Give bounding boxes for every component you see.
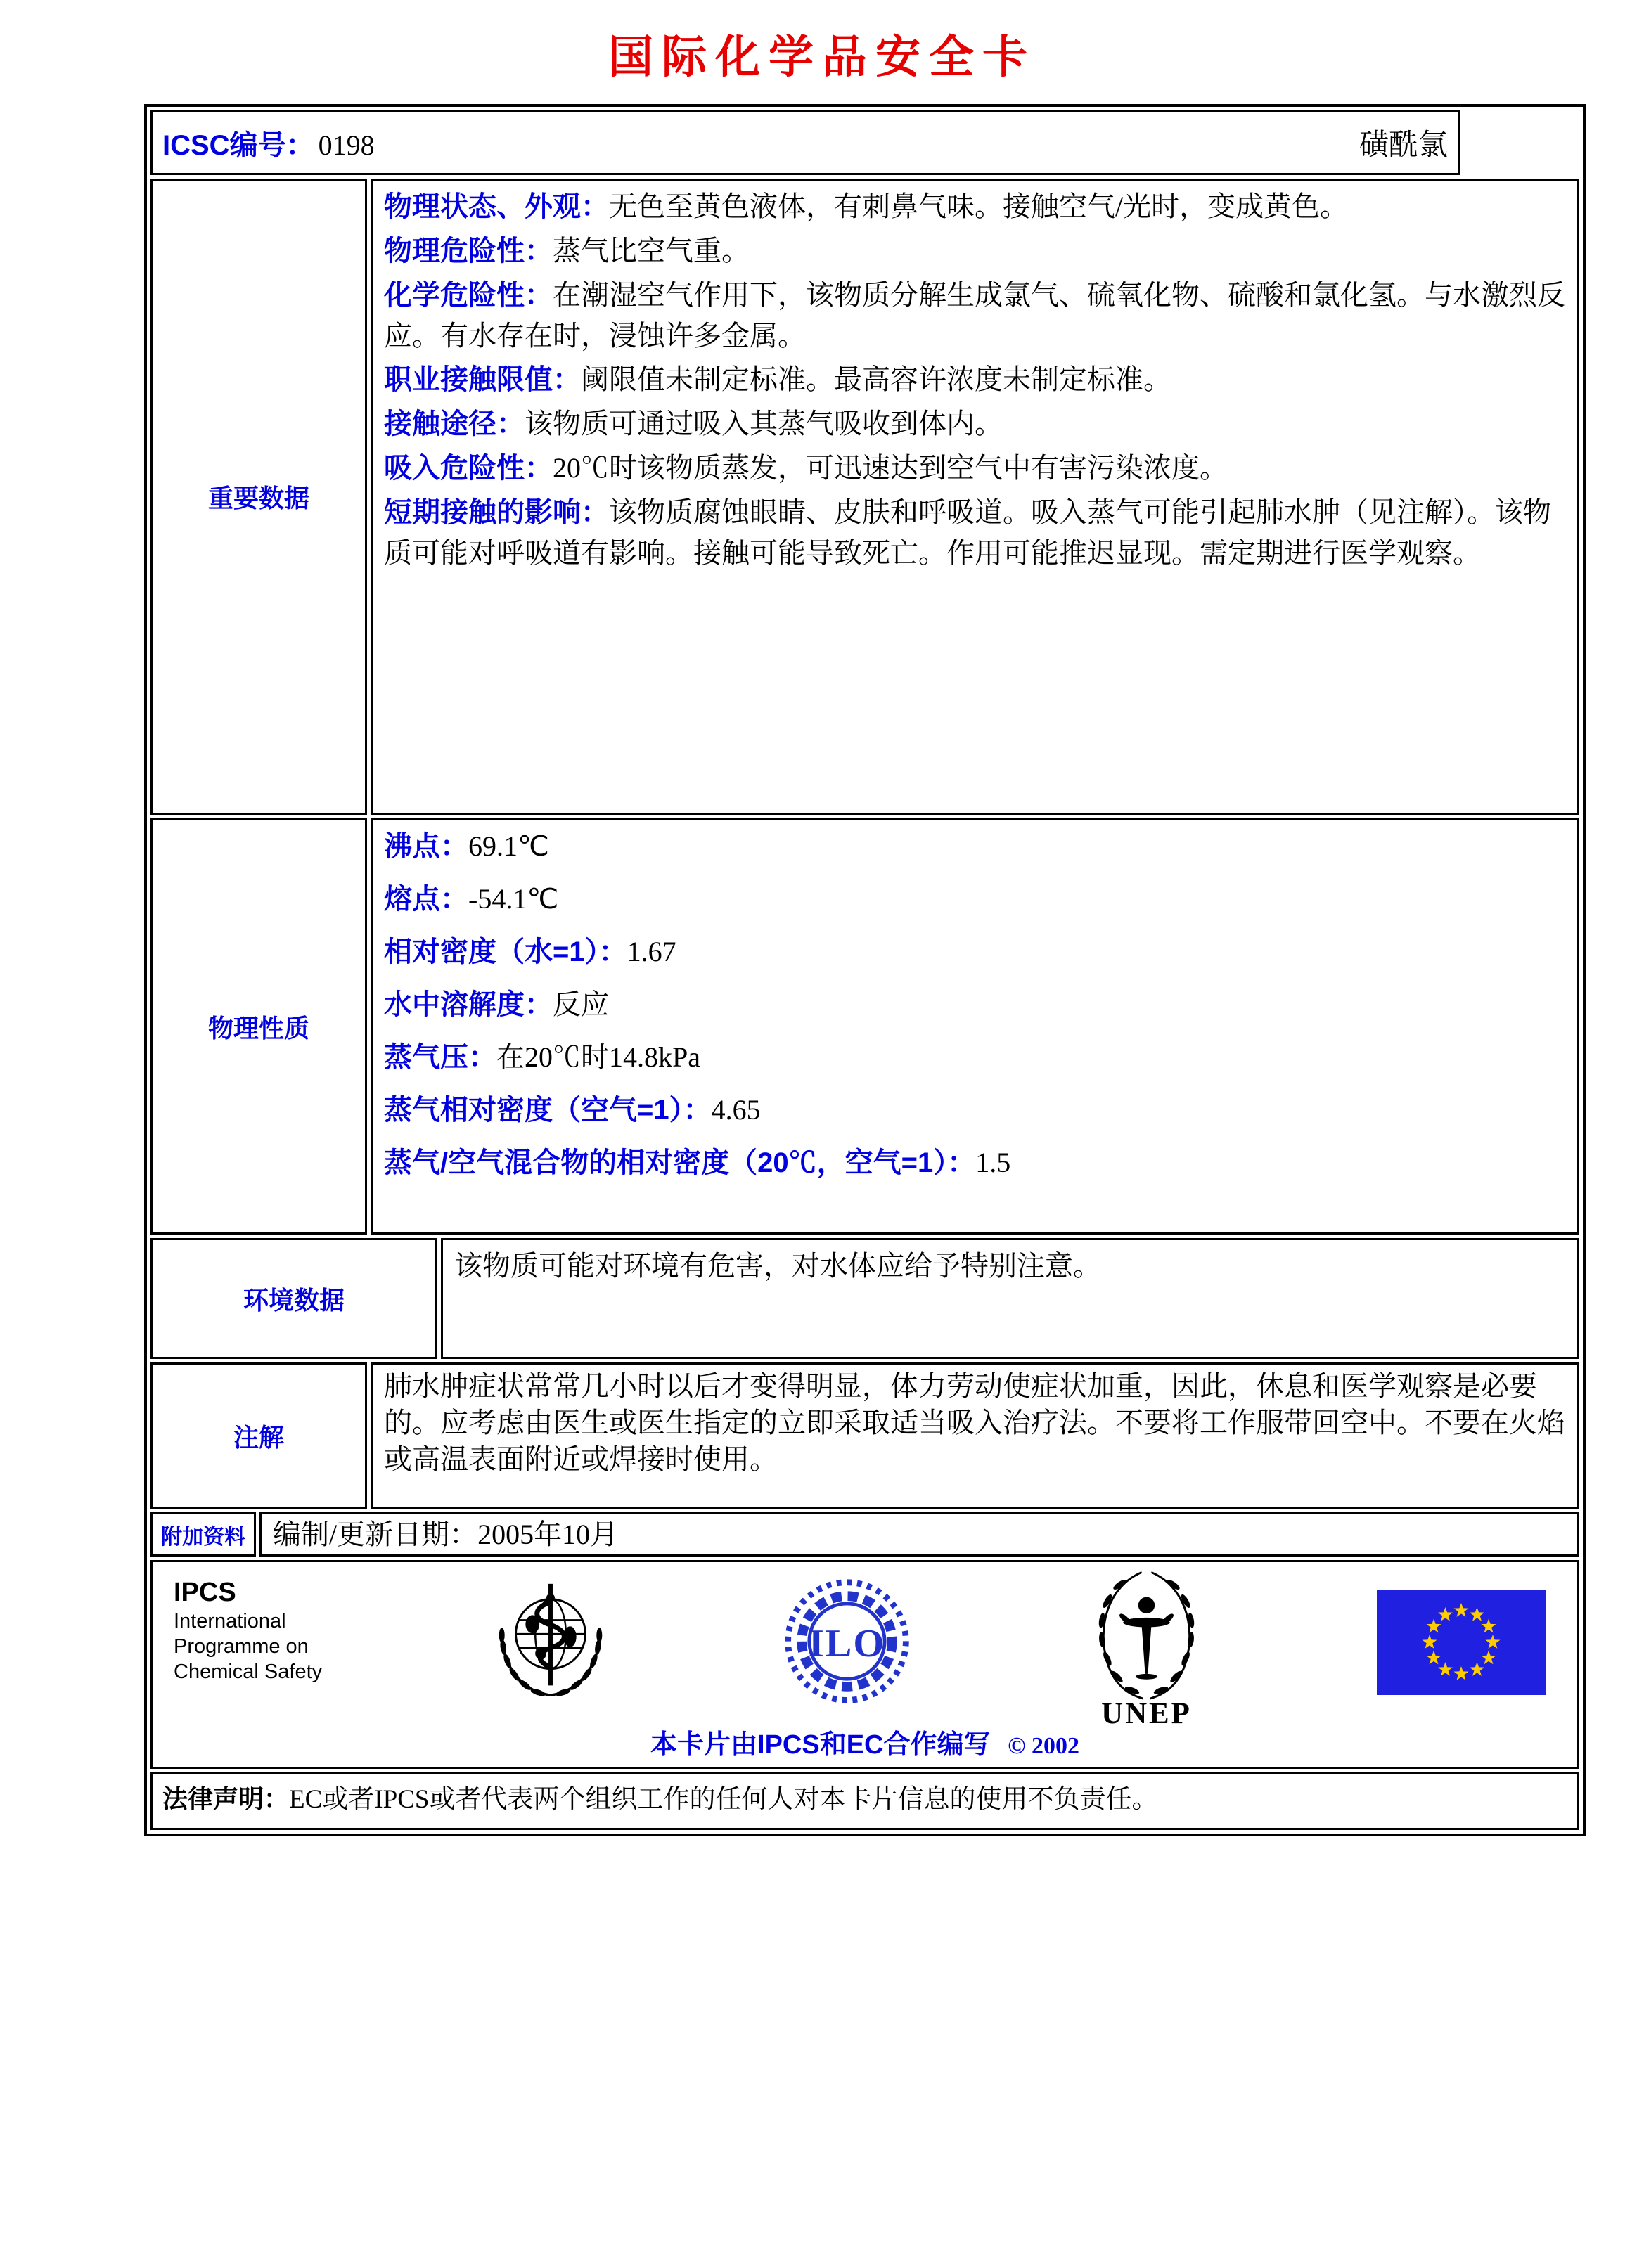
field-value: 肺水肿症状常常几小时以后才变得明显，体力劳动使症状加重，因此，休息和医学观察是必要的。应考虑由医生或医生指定的立即采取适当吸入治疗法。不要将工作服带回空中。不要在火焰或高温表面附近或焊接时使用。 bbox=[384, 1370, 1565, 1475]
logos-cell bbox=[150, 1560, 1579, 1769]
section-row-additional-info bbox=[150, 1512, 1579, 1557]
legal-label: 法律声明： bbox=[162, 1784, 290, 1813]
field-value: 无色至黄色液体，有刺鼻气味。接触空气/光时，变成黄色。 bbox=[609, 191, 1349, 222]
ipcs-acronym: IPCS bbox=[174, 1578, 236, 1607]
data-field bbox=[384, 275, 1566, 356]
field-value: 4.65 bbox=[711, 1094, 761, 1126]
data-field bbox=[384, 879, 1566, 920]
data-field bbox=[384, 984, 1566, 1025]
section-label-important-data: 重要数据 bbox=[150, 179, 367, 815]
field-label: 蒸气/空气混合物的相对密度（20℃，空气=1）： bbox=[384, 1147, 976, 1178]
field-value: 在20℃时14.8kPa bbox=[496, 1041, 700, 1073]
field-label: 水中溶解度： bbox=[384, 989, 553, 1020]
section-row-physical-properties bbox=[150, 818, 1579, 1235]
data-field bbox=[384, 1368, 1566, 1478]
section-content-notes bbox=[371, 1362, 1579, 1509]
logo-strip bbox=[153, 1569, 1577, 1729]
copyright-text: © 2002 bbox=[1008, 1733, 1079, 1759]
section-content-environmental-data bbox=[441, 1238, 1579, 1359]
field-label: 短期接触的影响： bbox=[384, 497, 609, 528]
field-value: 2005年10月 bbox=[477, 1519, 619, 1550]
page-title: 国际化学品安全卡 bbox=[608, 32, 1036, 82]
field-label: 化学危险性： bbox=[384, 280, 553, 311]
legal-cell bbox=[150, 1772, 1579, 1830]
data-field bbox=[384, 186, 1566, 227]
field-label: 物理危险性： bbox=[384, 236, 553, 266]
data-field bbox=[384, 231, 1566, 271]
legal-text: EC或者IPCS或者代表两个组织工作的任何人对本卡片信息的使用不负责任。 bbox=[289, 1785, 1158, 1814]
unep-letters: UNEP bbox=[1100, 1697, 1192, 1729]
field-label: 物理状态、外观： bbox=[384, 191, 609, 222]
data-field bbox=[384, 448, 1566, 489]
field-value: 1.67 bbox=[627, 936, 676, 967]
data-field bbox=[384, 492, 1566, 573]
icsc-page bbox=[0, 21, 1644, 2268]
section-content-additional-info bbox=[259, 1512, 1579, 1557]
icsc-header-box bbox=[150, 110, 1460, 175]
field-label: 编制/更新日期： bbox=[273, 1519, 478, 1550]
ilo-letters: ILO bbox=[808, 1621, 886, 1665]
field-label: 相对密度（水=1）： bbox=[384, 936, 627, 967]
data-field bbox=[384, 1142, 1566, 1183]
data-field bbox=[384, 932, 1566, 972]
data-field bbox=[384, 359, 1566, 400]
field-label: 吸入危险性： bbox=[384, 453, 553, 484]
field-value: 在潮湿空气作用下，该物质分解生成氯气、硫氧化物、硫酸和氯化氢。与水激烈反应。有水存在时，浸蚀许多金属。 bbox=[384, 279, 1565, 352]
cooperation-caption bbox=[153, 1722, 1577, 1761]
data-field bbox=[454, 1246, 1566, 1286]
field-value: 69.1℃ bbox=[468, 830, 549, 862]
unep-emblem-icon bbox=[1074, 1556, 1219, 1729]
data-field bbox=[273, 1514, 618, 1554]
section-content-physical-properties bbox=[371, 818, 1579, 1235]
section-row-important-data bbox=[150, 179, 1579, 815]
ipcs-org-line: Programme on bbox=[174, 1635, 309, 1658]
section-content-important-data bbox=[371, 179, 1579, 815]
ipcs-text-block bbox=[174, 1576, 322, 1684]
section-label-physical-properties: 物理性质 bbox=[150, 818, 367, 1235]
field-value: 该物质腐蚀眼睛、皮肤和呼吸道。吸入蒸气可能引起肺水肿（见注解）。该物质可能对呼吸道有影响。接触可能导致死亡。作用可能推迟显现。需定期进行医学观察。 bbox=[384, 496, 1551, 569]
icsc-number bbox=[162, 123, 375, 163]
data-field bbox=[384, 1090, 1566, 1130]
field-label: 接触途径： bbox=[384, 408, 525, 439]
ipcs-org-line: Chemical Safety bbox=[174, 1661, 323, 1683]
field-value: 20℃时该物质蒸发，可迅速达到空气中有害污染浓度。 bbox=[553, 452, 1228, 484]
field-label: 蒸气相对密度（空气=1）： bbox=[384, 1095, 712, 1126]
field-value: 蒸气比空气重。 bbox=[553, 235, 750, 266]
field-value: 该物质可通过吸入其蒸气吸收到体内。 bbox=[525, 408, 1003, 439]
data-field bbox=[384, 1037, 1566, 1078]
icsc-number-value: 0198 bbox=[318, 129, 375, 161]
chemical-name: 磺酰氯 bbox=[1359, 129, 1448, 162]
who-emblem-icon bbox=[481, 1573, 620, 1712]
ipcs-org-line: International bbox=[174, 1610, 286, 1632]
field-label: 职业接触限值： bbox=[384, 364, 581, 395]
field-value: 1.5 bbox=[975, 1147, 1011, 1178]
data-field bbox=[384, 404, 1566, 444]
eu-flag-icon bbox=[1377, 1590, 1546, 1695]
field-value: 反应 bbox=[553, 988, 609, 1020]
field-label: 熔点： bbox=[384, 884, 468, 915]
header-row bbox=[150, 110, 1579, 175]
field-value: 该物质可能对环境有危害，对水体应给予特别注意。 bbox=[454, 1250, 1101, 1282]
section-label-environmental-data: 环境数据 bbox=[150, 1238, 437, 1359]
section-row-environmental-data bbox=[150, 1238, 1579, 1359]
data-field bbox=[384, 826, 1566, 867]
caption-text: 本卡片由IPCS和EC合作编写 bbox=[650, 1730, 991, 1760]
section-label-notes: 注解 bbox=[150, 1362, 367, 1509]
icsc-card bbox=[144, 104, 1586, 1836]
field-label: 蒸气压： bbox=[384, 1042, 496, 1073]
ilo-emblem-icon bbox=[778, 1574, 916, 1711]
field-value: 阈限值未制定标准。最高容许浓度未制定标准。 bbox=[581, 363, 1171, 395]
logos-row bbox=[150, 1560, 1579, 1769]
section-label-additional-info: 附加资料 bbox=[150, 1512, 256, 1557]
legal-row bbox=[150, 1772, 1579, 1830]
icsc-number-label: ICSC编号： bbox=[162, 129, 314, 161]
section-row-notes bbox=[150, 1362, 1579, 1509]
field-label: 沸点： bbox=[384, 831, 468, 862]
field-value: -54.1℃ bbox=[468, 883, 559, 915]
